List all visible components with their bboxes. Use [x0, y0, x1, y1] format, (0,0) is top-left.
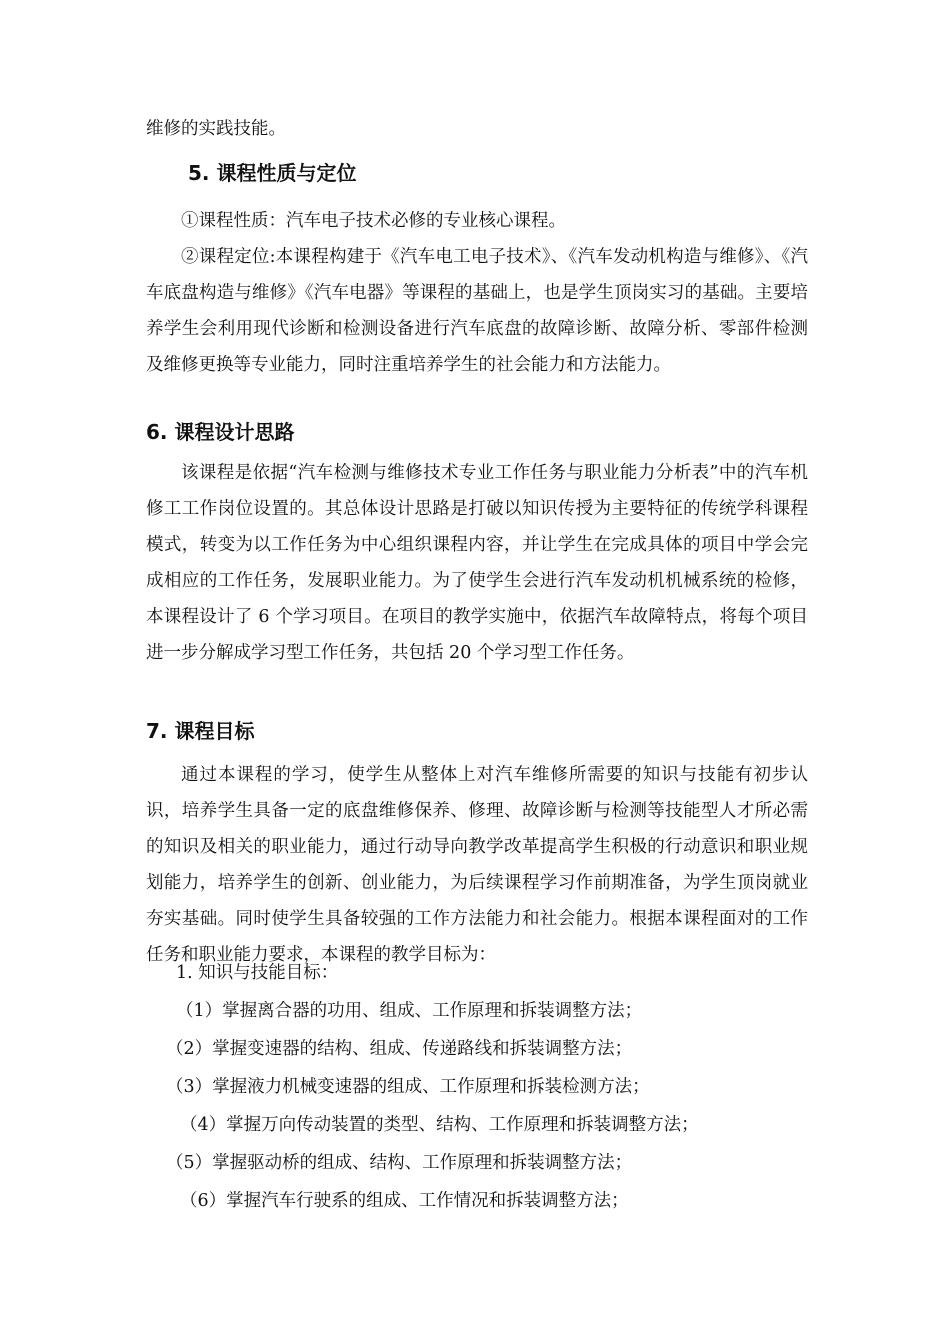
- list-item: （5）掌握驱动桥的组成、结构、工作原理和拆装调整方法；: [166, 1153, 633, 1173]
- list-item: （1）掌握离合器的功用、组成、工作原理和拆装调整方法；: [176, 1001, 643, 1021]
- paragraph-course-goals: 通过本课程的学习，使学生从整体上对汽车维修所需要的知识与技能有初步认识，培养学生具备一定的底盘维修保养、修理、故障诊断与检测等技能型人才所必需的知识及相关的职业能力，通过行动导向教学改革提高学生积极的行动意识和职业规划能力，培养学生的创新、创业能力，为后续课程学习作前期准备，为学生顶岗就业夯实基础。同时使学生具备较强的工作方法能力和社会能力。根据本课程面对的工作任务和职业能力要求，本课程的教学目标为：: [146, 765, 808, 966]
- list-item: （4）掌握万向传动装置的类型、结构、工作原理和拆装调整方法；: [180, 1115, 699, 1135]
- section-heading-7: 7. 课程目标: [146, 719, 255, 743]
- paragraph-course-nature: ①课程性质：汽车电子技术必修的专业核心课程。: [181, 211, 566, 231]
- section-heading-5: 5. 课程性质与定位: [188, 161, 357, 185]
- paragraph-course-positioning: ②课程定位:本课程构建于《汽车电工电子技术》、《汽车发动机构造与维修》、《汽车底盘构造与维修》《汽车电器》等课程的基础上，也是学生顶岗实习的基础。主要培养学生会利用现代诊断和检测设备进行汽车底盘的故障诊断、故障分析、零部件检测及维修更换等专业能力，同时注重培养学生的社会能力和方法能力。: [146, 247, 808, 376]
- subheading-knowledge-skill: 1. 知识与技能目标：: [176, 963, 339, 983]
- paragraph-design-idea: 该课程是依据“汽车检测与维修技术专业工作任务与职业能力分析表”中的汽车机修工工作岗位设置的。其总体设计思路是打破以知识传授为主要特征的传统学科课程模式，转变为以工作任务为中心组织课程内容，并让学生在完成具体的项目中学会完成相应的工作任务，发展职业能力。为了使学生会进行汽车发动机机械系统的检修，本课程设计了 6 个学习项目。在项目的教学实施中，依据汽车故障特点，将每个项目进一步分解成学习型工作任务，共包括 20 个学习型工作任务。: [146, 463, 808, 664]
- paragraph-intro-tail: 维修的实践技能。: [146, 119, 286, 139]
- list-item: （3）掌握液力机械变速器的组成、工作原理和拆装检测方法；: [166, 1077, 650, 1097]
- section-heading-6: 6. 课程设计思路: [146, 420, 295, 444]
- list-item: （2）掌握变速器的结构、组成、传递路线和拆装调整方法；: [166, 1039, 633, 1059]
- list-item: （6）掌握汽车行驶系的组成、工作情况和拆装调整方法；: [180, 1191, 629, 1211]
